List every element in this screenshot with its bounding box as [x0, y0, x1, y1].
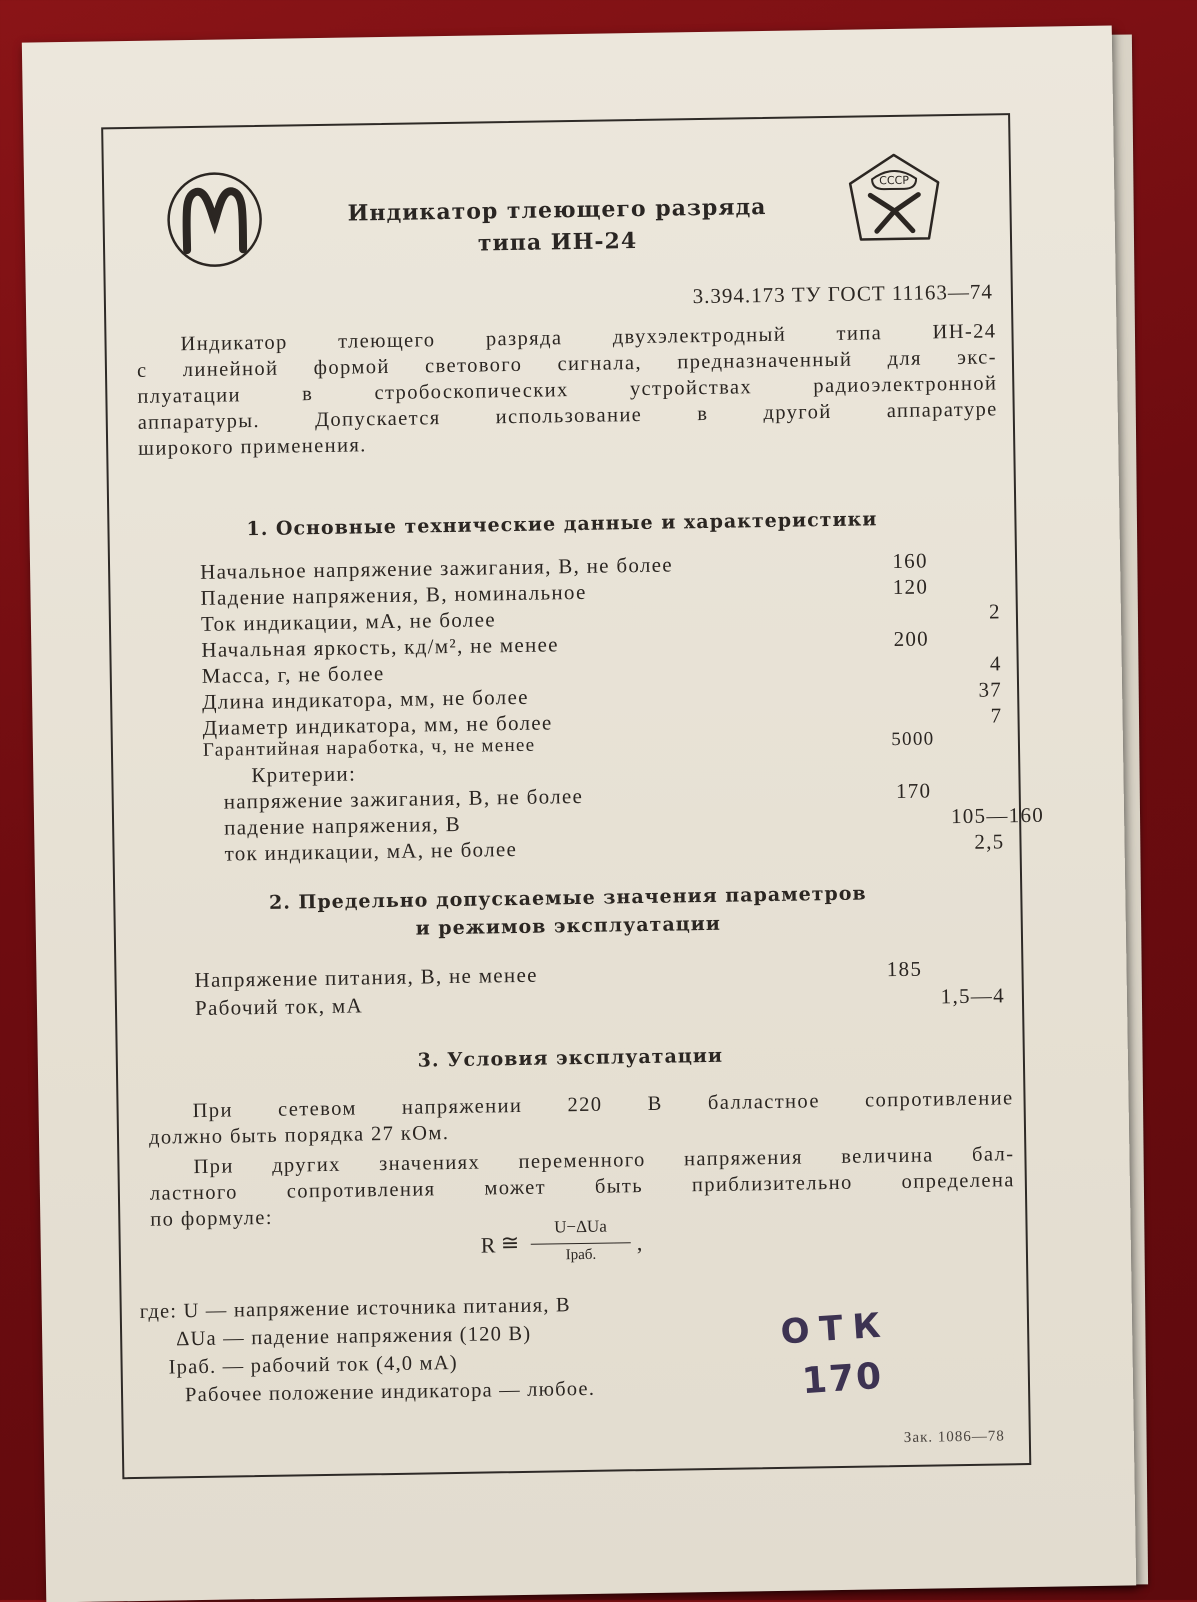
- paragraph-line: должно быть порядка 27 кОм.: [148, 1122, 450, 1149]
- spec-value: 160: [892, 548, 928, 574]
- section3-title: 3. Условия эксплуатации: [417, 1044, 724, 1072]
- criteria-label: напряжение зажигания, В, не более: [223, 783, 584, 814]
- document-title-line2: типа ИН-24: [477, 228, 638, 257]
- spec-label: Масса, г, не более: [201, 661, 385, 688]
- formula-denominator: Iраб.: [565, 1246, 597, 1264]
- section2-title-line1: 2. Предельно допускаемые значения параметров: [268, 882, 867, 914]
- intro-paragraph: [136, 318, 998, 461]
- ballast-formula: [480, 1215, 681, 1278]
- stamp-line1: ОТК: [779, 1305, 892, 1353]
- section1-title: 1. Основные технические данные и характеристики: [246, 508, 878, 541]
- criteria-value: 170: [895, 778, 932, 804]
- limit-value: 185: [886, 956, 923, 982]
- formula-approx-sign: ≅: [500, 1229, 520, 1256]
- criteria-value: 105—160: [950, 802, 1045, 829]
- where-line: где: U — напряжение источника питания, В: [139, 1294, 571, 1323]
- quality-mark-text: СССР: [879, 173, 910, 188]
- paragraph-line: При сетевом напряжении 220 В балластное сопротивление: [192, 1087, 1014, 1123]
- spec-label: Диаметр индикатора, мм, не более: [202, 710, 553, 740]
- where-line: Iраб. — рабочий ток (4,0 мА): [168, 1351, 458, 1379]
- paragraph-line: ластного сопротивления может быть приблизительно определена: [149, 1169, 1015, 1205]
- intro-line: широкого применения.: [138, 434, 367, 460]
- spec-label: Начальная яркость, кд/м², не менее: [201, 632, 559, 662]
- spec-label: Гарантийная наработка, ч, не менее: [202, 734, 536, 761]
- intro-line: Индикатор тлеющего разряда двухэлектродный типа ИН-24: [180, 320, 997, 356]
- criteria-heading: Критерии:: [251, 761, 357, 788]
- intro-line: плуатации в стробоскопических устройствах радиоэлектронной: [137, 372, 998, 408]
- criteria-label: ток индикации, мА, не более: [224, 836, 518, 866]
- intro-line: аппаратуры. Допускается использование в другой аппаратуре: [137, 398, 998, 434]
- spec-value: 5000: [891, 728, 935, 751]
- order-number: Зак. 1086—78: [903, 1428, 1005, 1446]
- document-title-line1: Индикатор тлеющего разряда: [347, 193, 767, 227]
- section2-title-line2: и режимов эксплуатации: [415, 912, 722, 940]
- paragraph-line: При других значениях переменного напряжения величина бал-: [193, 1143, 1015, 1179]
- spec-value: 37: [978, 677, 1003, 702]
- criteria-value: 2,5: [974, 829, 1005, 854]
- otk-stamp: [779, 1303, 925, 1412]
- gost-reference: 3.394.173 ТУ ГОСТ 11163—74: [692, 279, 994, 309]
- where-line: Рабочее положение индикатора — любое.: [184, 1377, 596, 1407]
- criteria-label: падение напряжения, В: [223, 811, 462, 840]
- intro-line: с линейной формой светового сигнала, предназначенный для экс-: [136, 346, 998, 382]
- limit-label: Рабочий ток, мА: [194, 993, 364, 1021]
- spec-label: Падение напряжения, В, номинальное: [200, 579, 587, 610]
- formula-numerator: U−ΔUa: [554, 1216, 607, 1237]
- formula-comma: ,: [636, 1230, 643, 1256]
- fraction-bar: [531, 1242, 631, 1245]
- formula-lhs: R: [480, 1232, 496, 1258]
- spec-label: Длина индикатора, мм, не более: [202, 684, 529, 714]
- spec-value: 4: [989, 651, 1002, 676]
- spec-value: 200: [893, 626, 930, 652]
- stamp-line2: 170: [800, 1355, 885, 1403]
- spec-value: 2: [988, 599, 1002, 624]
- limit-label: Напряжение питания, В, не менее: [194, 962, 538, 993]
- where-line: ΔUa — падение напряжения (120 В): [176, 1322, 532, 1351]
- paragraph-line: по формуле:: [150, 1206, 274, 1231]
- spec-value: 120: [892, 574, 929, 600]
- spec-value: 7: [990, 703, 1003, 728]
- spec-label: Начальное напряжение зажигания, В, не более: [199, 552, 674, 584]
- limit-value: 1,5—4: [940, 983, 1006, 1009]
- spec-label: Ток индикации, мА, не более: [200, 607, 497, 636]
- operation-paragraph-1: [148, 1085, 1014, 1151]
- document-frame: [101, 113, 1045, 1479]
- document-sheet: [22, 26, 1136, 1602]
